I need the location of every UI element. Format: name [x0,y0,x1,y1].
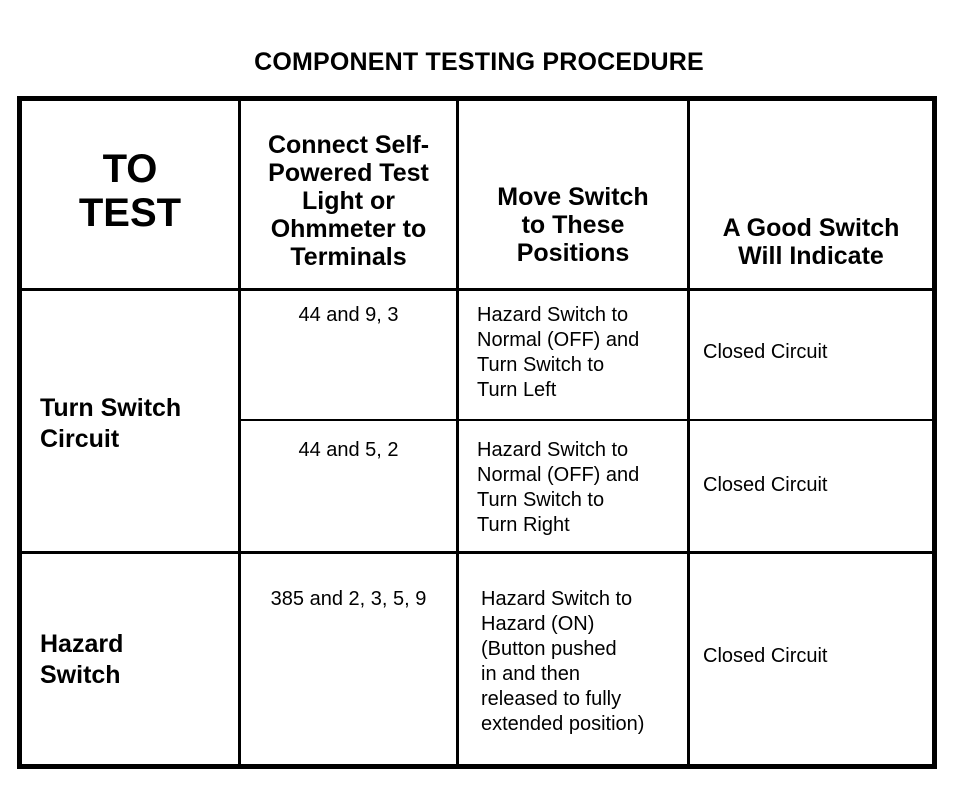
terminals-value: 385 and 2, 3, 5, 9 [270,588,427,610]
header-connect: Connect Self- Powered Test Light or Ohmmeter to Terminals [267,131,430,271]
positions-cell [459,421,687,551]
indicate-value: Closed Circuit [703,473,828,496]
positions-cell [459,291,687,419]
positions-value: Hazard Switch to Hazard (ON) (Button pushed in and then released to fully extended position) [481,588,645,735]
terminals-cell [241,291,456,419]
header-indicate: A Good Switch Will Indicate [722,214,900,270]
group-label-hazard-switch: Hazard Switch [40,630,124,689]
group-label-cell [22,554,238,764]
terminals-cell [241,554,456,764]
positions-cell [459,554,687,764]
indicate-cell [690,291,932,419]
component-testing-table [17,96,937,769]
page-title: COMPONENT TESTING PROCEDURE [254,48,704,76]
header-to-test-cell [22,101,238,288]
header-connect-cell [241,101,456,288]
header-indicate-cell [690,101,932,288]
indicate-value: Closed Circuit [703,644,828,667]
terminals-cell [241,421,456,551]
header-move-cell [459,101,687,288]
header-move: Move Switch to These Positions [497,183,649,267]
terminals-value: 44 and 5, 2 [298,439,399,461]
positions-value: Hazard Switch to Normal (OFF) and Turn Switch to Turn Right [477,439,640,536]
indicate-cell [690,421,932,551]
positions-value: Hazard Switch to Normal (OFF) and Turn Switch to Turn Left [477,304,640,401]
indicate-cell [690,554,932,764]
group-label-turn-switch: Turn Switch Circuit [40,394,182,453]
header-to-test: TO TEST [78,146,182,235]
group-label-cell [22,291,238,551]
indicate-value: Closed Circuit [703,340,828,363]
terminals-value: 44 and 9, 3 [298,304,399,326]
